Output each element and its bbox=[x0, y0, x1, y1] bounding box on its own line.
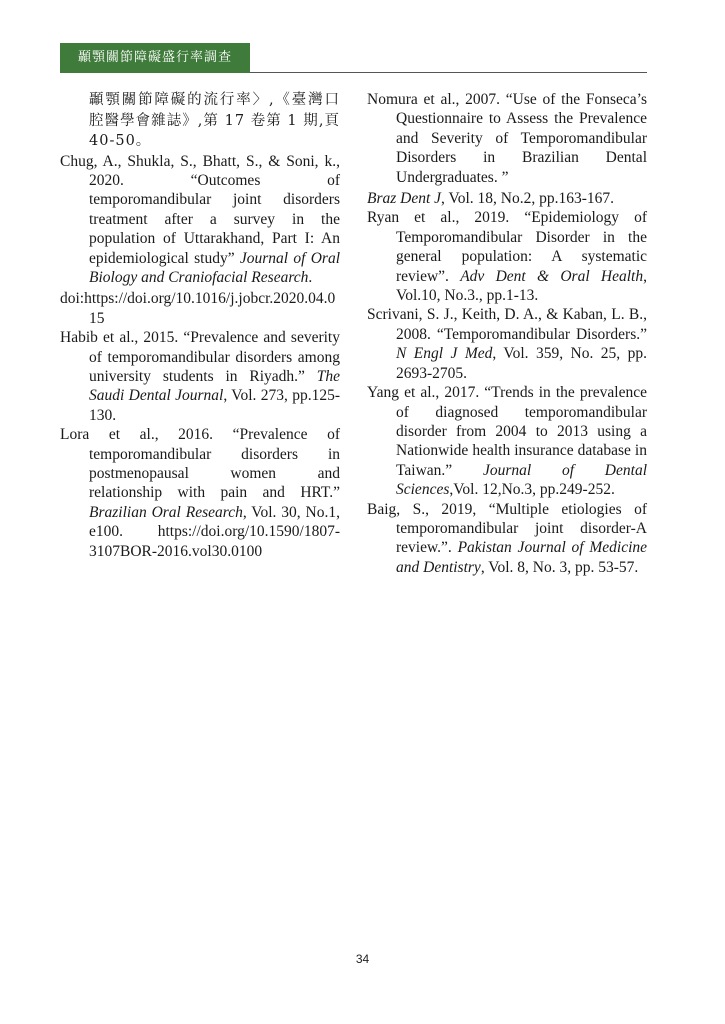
reference-journal: The Saudi Dental Journal bbox=[89, 367, 340, 405]
reference-tail: , Vol.10, No.3., pp.1-13. bbox=[396, 267, 647, 305]
reference-text: Scrivani, S. J., Keith, D. A., & Kaban, L. B., 2008. “Temporomandibular Disorders.” bbox=[367, 306, 647, 343]
reference-tail: , Vol. 18, No.2, pp.163-167. bbox=[441, 190, 614, 208]
reference-source bbox=[367, 189, 647, 208]
reference-journal: Journal of Oral Biology and Craniofacial Research bbox=[89, 249, 341, 286]
reference-entry bbox=[60, 152, 340, 329]
reference-text: Lora et al., 2016. “Prevalence of temporomandibular disorders in postmenopausal women and relationship with pain and HRT.” bbox=[60, 426, 340, 502]
reference-column-right bbox=[367, 90, 647, 577]
reference-doi: doi:https://doi.org/10.1016/j.jobcr.2020.04.015 bbox=[60, 290, 336, 327]
reference-journal: Brazilian Oral Research bbox=[89, 503, 243, 521]
page-number: 34 bbox=[355, 952, 370, 966]
reference-text: Yang et al., 2017. “Trends in the prevalence of diagnosed temporomandibular disorder from 2004 to 2013 using a Nationwide health insurance database in Taiwan.” bbox=[367, 384, 647, 479]
reference-journal: Adv Dent & Oral Health bbox=[460, 267, 644, 285]
reference-text: Baig, S., 2019, “Multiple etiologies of temporomandibular joint disorder-A review.”. bbox=[367, 500, 647, 557]
reference-entry bbox=[367, 90, 647, 208]
reference-column-left bbox=[60, 90, 340, 561]
reference-text: Nomura et al., 2007. “Use of the Fonseca’s Questionnaire to Assess the Prevalence and Severity of Temporomandibular Disorders in Brazilian Dental Undergraduates. ” bbox=[367, 91, 647, 186]
reference-continuation: 顳顎關節障礙的流行率〉,《臺灣口腔醫學會雜誌》,第 17 卷第 1 期,頁 40-50。 bbox=[89, 92, 340, 149]
reference-entry bbox=[367, 500, 647, 578]
reference-text: Habib et al., 2015. “Prevalence and severity of temporomandibular disorders among university students in Riyadh.” bbox=[60, 329, 340, 385]
reference-tail: , Vol. 359, No. 25, pp. 2693-2705. bbox=[396, 345, 647, 382]
reference-text: Ryan et al., 2019. “Epidemiology of Temporomandibular Disorder in the general population: A systematic review”. bbox=[367, 209, 647, 285]
reference-entry bbox=[60, 328, 340, 425]
reference-tail: , Vol. 273, pp.125-130. bbox=[89, 387, 340, 424]
reference-journal: Braz Dent J bbox=[367, 190, 442, 208]
reference-entry bbox=[367, 383, 647, 499]
reference-tail: , Vol. 8, No. 3, pp. 53-57. bbox=[480, 558, 639, 576]
reference-entry bbox=[367, 208, 647, 305]
running-header: 顳顎關節障礙盛行率調查 bbox=[60, 43, 250, 73]
reference-tail: ,Vol. 12,No.3, pp.249-252. bbox=[449, 481, 615, 499]
reference-journal: Journal of Dental Sciences bbox=[396, 461, 647, 499]
reference-entry bbox=[367, 305, 647, 383]
reference-tail: . bbox=[308, 268, 313, 286]
reference-tail: , Vol. 30, No.1, e100. https://doi.org/10.1590/1807-3107BOR-2016.vol30.0100 bbox=[89, 503, 340, 560]
reference-text: Chug, A., Shukla, S., Bhatt, S., & Soni, k., 2020. “Outcomes of temporomandibular joint disorders treatment after a survey in the population of Uttarakhand, Part I: An epidemiological study” bbox=[60, 152, 340, 267]
reference-journal: Pakistan Journal of Medicine and Dentistry bbox=[396, 539, 648, 576]
reference-journal: N Engl J Med bbox=[396, 345, 493, 363]
header-rule bbox=[250, 72, 647, 73]
reference-entry bbox=[60, 425, 340, 561]
